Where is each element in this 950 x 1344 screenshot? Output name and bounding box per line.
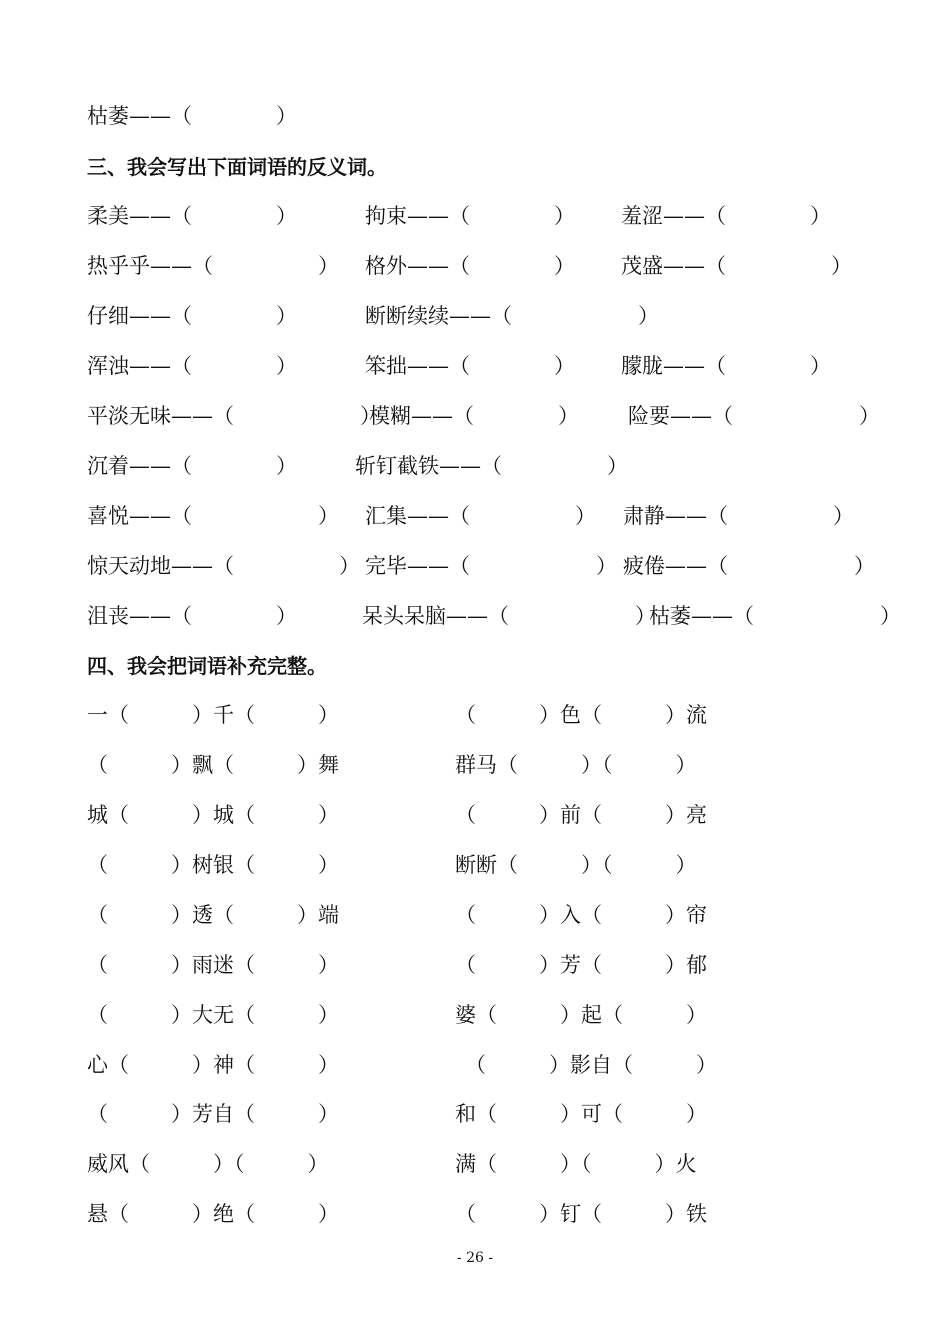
antonym-item: 斩钉截铁——（ ） bbox=[355, 454, 628, 478]
antonym-item: 热乎乎——（ ） bbox=[87, 254, 339, 278]
idiom-item: 断断（ ）（ ） bbox=[455, 853, 697, 877]
idiom-item: （ ）钉（ ）铁 bbox=[455, 1202, 707, 1226]
idiom-item: 城（ ）城（ ） bbox=[87, 803, 339, 827]
section-3-title: 三、我会写出下面词语的反义词。 bbox=[87, 155, 387, 179]
idiom-item: 群马（ ）（ ） bbox=[455, 753, 697, 777]
leftover-item: 枯萎——（ ） bbox=[87, 104, 297, 128]
antonym-item: 险要——（ ） bbox=[628, 404, 880, 428]
idiom-item: 一（ ）千（ ） bbox=[87, 703, 339, 727]
idiom-item: （ ）芳自（ ） bbox=[87, 1102, 339, 1126]
idiom-item: （ ）影自（ ） bbox=[465, 1053, 717, 1077]
idiom-item: 悬（ ）绝（ ） bbox=[87, 1202, 339, 1226]
antonym-item: 枯萎——（ ） bbox=[649, 604, 901, 628]
antonym-item: 笨拙——（ ） bbox=[365, 354, 575, 378]
antonym-item: 浑浊——（ ） bbox=[87, 354, 297, 378]
idiom-item: 婆（ ）起（ ） bbox=[455, 1003, 707, 1027]
idiom-item: （ ）树银（ ） bbox=[87, 853, 339, 877]
idiom-item: （ ）雨迷（ ） bbox=[87, 953, 339, 977]
antonym-item: 完毕——（ ） bbox=[365, 554, 617, 578]
antonym-item: 呆头呆脑——（ ） bbox=[362, 604, 656, 628]
antonym-item: 断断续续——（ ） bbox=[365, 304, 659, 328]
antonym-item: 沉着——（ ） bbox=[87, 454, 297, 478]
page-number: - 26 - bbox=[456, 1250, 494, 1266]
antonym-item: 格外——（ ） bbox=[365, 254, 575, 278]
idiom-item: 满（ ）（ ）火 bbox=[455, 1152, 697, 1176]
antonym-item: 羞涩——（ ） bbox=[621, 204, 831, 228]
section-4-title: 四、我会把词语补充完整。 bbox=[87, 654, 327, 678]
antonym-item: 肃静——（ ） bbox=[623, 504, 854, 528]
idiom-item: （ ）芳（ ）郁 bbox=[455, 953, 707, 977]
antonym-item: 平淡无味——（ ） bbox=[87, 404, 381, 428]
idiom-item: （ ）大无（ ） bbox=[87, 1003, 339, 1027]
idiom-item: 和（ ）可（ ） bbox=[455, 1102, 707, 1126]
antonym-item: 沮丧——（ ） bbox=[87, 604, 297, 628]
antonym-item: 疲倦——（ ） bbox=[623, 554, 875, 578]
idiom-item: （ ）前（ ）亮 bbox=[455, 803, 707, 827]
idiom-item: （ ）色（ ）流 bbox=[455, 703, 707, 727]
idiom-item: （ ）入（ ）帘 bbox=[455, 903, 707, 927]
idiom-item: （ ）透（ ）端 bbox=[87, 903, 339, 927]
antonym-item: 模糊——（ ） bbox=[369, 404, 579, 428]
idiom-item: 威风（ ）（ ） bbox=[87, 1152, 329, 1176]
antonym-item: 喜悦——（ ） bbox=[87, 504, 339, 528]
antonym-item: 汇集——（ ） bbox=[365, 504, 596, 528]
antonym-item: 朦胧——（ ） bbox=[621, 354, 831, 378]
antonym-item: 仔细——（ ） bbox=[87, 304, 297, 328]
antonym-item: 茂盛——（ ） bbox=[621, 254, 852, 278]
idiom-item: 心（ ）神（ ） bbox=[87, 1053, 339, 1077]
antonym-item: 柔美——（ ） bbox=[87, 204, 297, 228]
antonym-item: 惊天动地——（ ） bbox=[87, 554, 360, 578]
antonym-item: 拘束——（ ） bbox=[365, 204, 575, 228]
idiom-item: （ ）飘（ ）舞 bbox=[87, 753, 339, 777]
